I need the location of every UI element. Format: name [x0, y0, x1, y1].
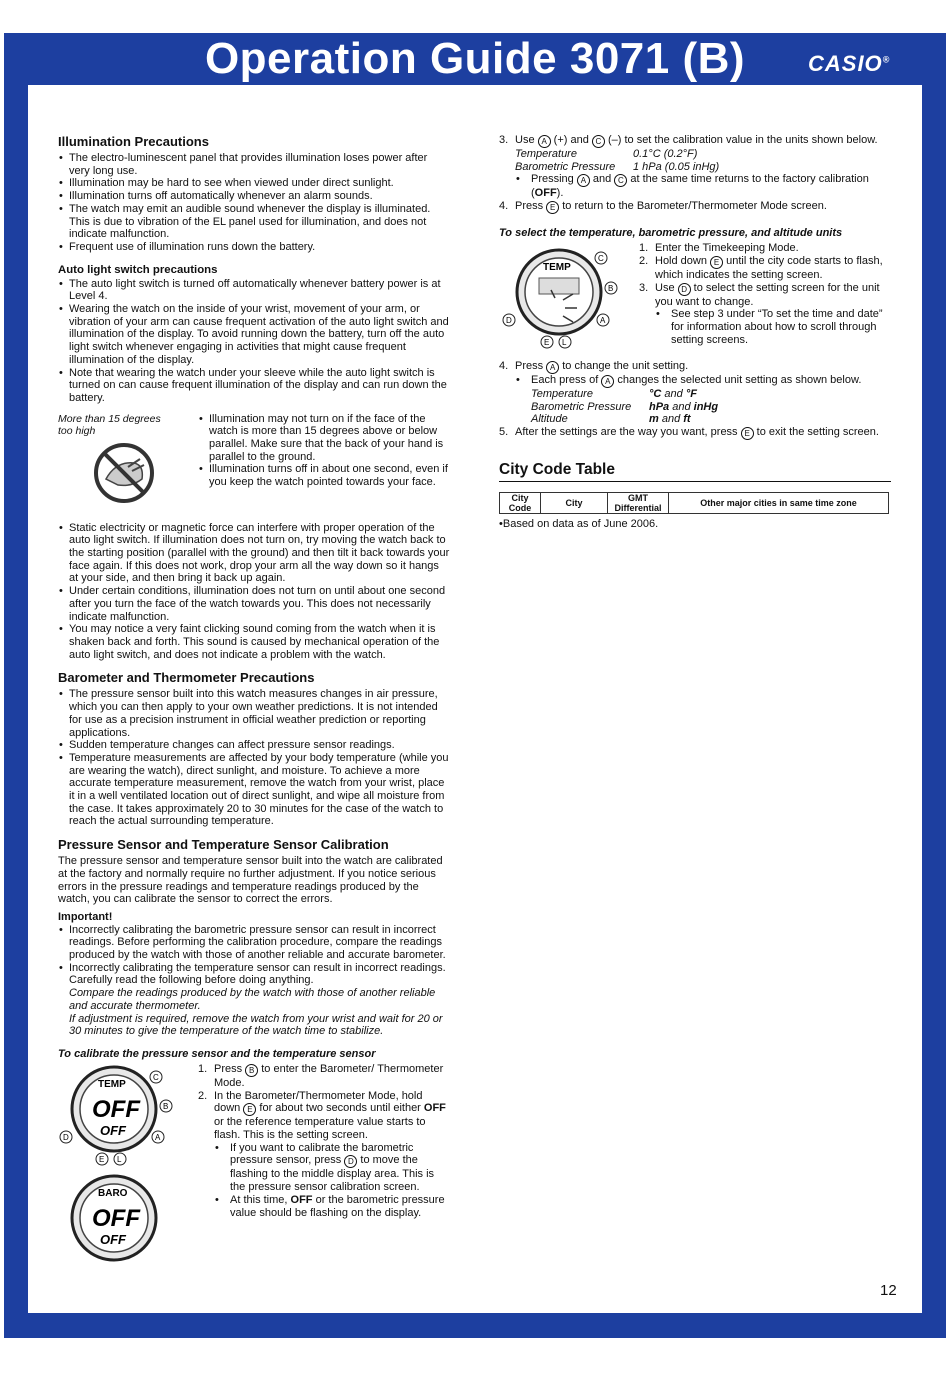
calibration-steps-cont: [499, 134, 891, 214]
key-a: A: [546, 361, 559, 374]
key-c: C: [592, 135, 605, 148]
intro-text: The pressure sensor and temperature sensor built into the watch are calibrated at the factory and normally require no further adjustment. If you notice serious errors in the pressure readings and temperature readings produced by the watch, you can calibrate the sensor to correct the errors.: [58, 855, 443, 906]
svg-text:B: B: [608, 284, 614, 294]
header-gmt: GMT Differential: [608, 492, 669, 513]
footnote: •Based on data as of June 2006.: [499, 517, 659, 530]
list-item: • Each press of A changes the selected unit setting as shown below. Temperature °C and °F Barometric Pressure hPa and inHg Altitude m and ft: [515, 374, 891, 426]
list-item: • See step 3 under “To set the time and date” for information about how to scroll through setting screens.: [655, 308, 891, 346]
header-other-cities: Other major cities in same time zone: [669, 492, 889, 513]
svg-text:E: E: [544, 338, 550, 348]
note-text: If adjustment is required, remove the watch from your wrist and wait for 20 or 30 minutes to give the temperature of the watch time to stabilize.: [69, 1012, 443, 1038]
watch-label-top: BARO: [98, 1187, 128, 1199]
section-title: Illumination Precautions: [58, 134, 209, 149]
watch-timekeeping-figure: [499, 242, 629, 354]
watch-temp-figure: [58, 1063, 188, 1168]
key-b: B: [245, 1064, 258, 1077]
svg-text:D: D: [506, 316, 512, 326]
list-item: • The auto light switch is turned off automatically whenever battery power is at Level 4.: [58, 278, 450, 303]
watch-sub-readout: OFF: [100, 1231, 126, 1247]
key-e: E: [710, 256, 723, 269]
list-item: • Wearing the watch on the inside of your wrist, movement of your arm, or vibration of your arm can cause frequent activation of the auto light switch and illumination of the display. To avoid running down the battery, turn off the auto light switch whenever engaging in activities that might cause frequent illumination of the display.: [58, 303, 450, 367]
barometer-precautions: [58, 670, 450, 828]
unit-row: Barometric Pressure hPa and inHg: [531, 400, 719, 413]
bullet-list: [58, 278, 450, 405]
watch-main-readout: OFF: [92, 1204, 140, 1232]
step-2: 2. In the Barometer/Thermometer Mode, hold down E for about two seconds until either OFF or the reference temperature value starts to flash. This is the setting screen. • If you want to calibrate the barometric pressure sensor, press D to move the flashing to the middle display area. This is the pressure sensor calibration screen. • At this time, OFF or the barometric pressure value should be flashing on the display.: [198, 1090, 450, 1220]
bullet-list: [58, 688, 450, 828]
key-a: A: [601, 375, 614, 388]
procedure-body: [58, 1063, 450, 1270]
procedure-title: To calibrate the pressure sensor and the temperature sensor: [58, 1047, 376, 1060]
right-column: [499, 134, 891, 531]
important-label: Important!: [58, 910, 113, 923]
bullet-list: [515, 173, 891, 200]
watch-main-readout: OFF: [92, 1095, 140, 1123]
bullet-list: [58, 924, 450, 988]
brand-name: CASIO: [808, 51, 883, 76]
unit-steps-top: [639, 242, 891, 358]
step-1: 1. Enter the Timekeeping Mode.: [639, 242, 799, 255]
step-4: 4. Press E to return to the Barometer/Thermometer Mode screen.: [499, 200, 827, 213]
step-4: 4. Press A to change the unit setting. • Each press of A changes the selected unit setting as shown below. Temperature °C and °F Barometric Pressure hPa and inHg Altitude m and ft: [499, 360, 891, 426]
svg-text:C: C: [153, 1072, 159, 1082]
unit-steps-bottom: [499, 360, 891, 440]
tilt-figure: [58, 413, 198, 512]
key-e: E: [546, 201, 559, 214]
list-item: • Illumination may not turn on if the face of the watch is more than 15 degrees above or below parallel. Make sure that the back of your hand is parallel to the ground.: [198, 413, 450, 464]
svg-text:C: C: [598, 254, 604, 264]
auto-light-precautions: [58, 263, 450, 662]
svg-text:A: A: [155, 1132, 161, 1142]
figure-caption: More than 15 degrees too high: [58, 412, 161, 437]
key-c: C: [614, 174, 627, 187]
header-city: City: [541, 492, 608, 513]
list-item: • Frequent use of illumination runs down the battery.: [58, 241, 450, 254]
unit-row: Temperature °C and °F: [531, 387, 697, 400]
list-item: • Illumination turns off in about one second, even if you keep the watch pointed towards your face.: [198, 463, 450, 488]
unit-body: [499, 242, 891, 358]
no-tilt-icon: [88, 439, 168, 509]
step-list: [198, 1063, 450, 1219]
unit-row: Barometric Pressure 1 hPa (0.05 inHg): [515, 160, 720, 173]
step-list: [639, 242, 891, 346]
illumination-precautions: [58, 134, 450, 254]
svg-text:L: L: [117, 1154, 122, 1164]
svg-text:L: L: [562, 338, 567, 348]
list-item: • Incorrectly calibrating the barometric pressure sensor can result in incorrect readings. Before performing the calibration procedure, compare the readings produced by the watch with those of another reliable and accurate barometer.: [58, 924, 450, 962]
bullet-list: [515, 374, 891, 426]
svg-text:E: E: [99, 1154, 105, 1164]
table-header-row: [500, 492, 889, 513]
list-item: • Pressing A and C at the same time returns to the factory calibration (OFF).: [515, 173, 891, 200]
bullet-list: [198, 413, 450, 489]
page-number: 12: [880, 1282, 897, 1299]
unit-figure: [499, 242, 639, 358]
calibration-procedure: [58, 1047, 450, 1270]
page-title: Operation Guide 3071 (B): [204, 34, 746, 83]
list-item: • Sudden temperature changes can affect pressure sensor readings.: [58, 739, 450, 752]
unit-row: Temperature 0.1°C (0.2°F): [515, 148, 698, 160]
key-d: D: [344, 1155, 357, 1168]
casio-logo: [808, 51, 890, 77]
city-code-table: [499, 492, 889, 514]
list-item: • The watch may emit an audible sound whenever the display is illuminated. This is due to vibration of the EL panel used for illumination, and does not indicate malfunction.: [58, 203, 450, 241]
key-a: A: [538, 135, 551, 148]
key-d: D: [678, 283, 691, 296]
key-e: E: [243, 1103, 256, 1116]
watch-figures: [58, 1063, 198, 1270]
city-code-title: City Code Table: [499, 460, 891, 482]
list-item: • The pressure sensor built into this watch measures changes in air pressure, which you can then apply to your own weather predictions. It is not intended for use as a precision instrument in official weather prediction or reporting applications.: [58, 688, 450, 739]
tilt-notes: [198, 413, 450, 512]
bullet-list: [58, 522, 450, 662]
step-2: 2. Hold down E until the city code starts to flash, which indicates the setting screen.: [639, 254, 883, 281]
key-a: A: [577, 174, 590, 187]
unit-row: Altitude m and ft: [531, 413, 691, 426]
watch-baro-figure: [58, 1172, 188, 1267]
bullet-list: [58, 152, 450, 254]
step-1: 1. Press B to enter the Barometer/ Thermometer Mode.: [198, 1062, 444, 1089]
key-e: E: [741, 427, 754, 440]
list-item: • Illumination may be hard to see when viewed under direct sunlight.: [58, 177, 450, 190]
svg-text:A: A: [600, 316, 606, 326]
list-item: • Under certain conditions, illumination does not turn on until about one second after you turn the face of the watch towards you. This does not necessarily indicate malfunction.: [58, 585, 450, 623]
watch-label-top: TEMP: [543, 262, 571, 274]
left-column: [58, 134, 450, 1270]
bullet-list: [655, 308, 891, 346]
list-item: • The electro-luminescent panel that provides illumination loses power after very long use.: [58, 152, 450, 177]
unit-selection: [499, 226, 891, 440]
tilt-warning: [58, 413, 450, 512]
svg-text:D: D: [63, 1132, 69, 1142]
registered-mark: ®: [882, 54, 891, 65]
step-5: 5. After the settings are the way you want, press E to exit the setting screen.: [499, 425, 879, 438]
sensor-calibration: [58, 837, 450, 1038]
list-item: • If you want to calibrate the barometric pressure sensor, press D to move the flashing to the middle display area. This is the pressure sensor calibration screen.: [214, 1142, 450, 1194]
section-title: Barometer and Thermometer Precautions: [58, 670, 315, 686]
watch-label-top: TEMP: [98, 1078, 126, 1090]
list-item: • Temperature measurements are affected by your body temperature (while you are wearing the watch), direct sunlight, and moisture. To achieve a more accurate temperature measurement, remove the watch from your wrist, place it in a well ventilated location out of direct sunlight, and wipe all moisture from the case. It takes approximately 20 to 30 minutes for the case of the watch to reach the actual surrounding temperature.: [58, 752, 450, 828]
note-text: Compare the readings produced by the watch with those of another reliable and accurate thermometer.: [69, 987, 436, 1012]
step-3: 3. Use D to select the setting screen for the unit you want to change. • See step 3 under “To set the time and date” for information about how to scroll through setting screens.: [639, 282, 891, 347]
svg-text:B: B: [163, 1101, 169, 1111]
list-item: • Note that wearing the watch under your sleeve while the auto light switch is turned on can cause frequent illumination of the display and can run down the battery.: [58, 367, 450, 405]
list-item: • You may notice a very faint clicking sound coming from the watch when it is shaken back and forth. This sound is caused by mechanical operation of the auto light switch, and does not indicate a problem with the watch.: [58, 623, 450, 661]
watch-sub-readout: OFF: [100, 1122, 126, 1138]
step-3: 3. Use A (+) and C (–) to set the calibration value in the units shown below. Temperature 0.1°C (0.2°F) Barometric Pressure 1 hPa (0.05 inHg) • Pressing A and C at the same time returns to the factory calibration (OFF).: [499, 134, 891, 200]
procedure-steps: [198, 1063, 450, 1270]
list-item: • Illumination turns off automatically whenever an alarm sounds.: [58, 190, 450, 203]
list-item: • Static electricity or magnetic force can interfere with proper operation of the auto light switch. If illumination does not turn on, try moving the watch back to the starting position (parallel with the ground) and then tilt it back towards your face again. If this does not work, drop your arm all the way down so it hangs at your side, and then bring it back up again.: [58, 522, 450, 586]
bullet-list: [214, 1142, 450, 1220]
section-title: Auto light switch precautions: [58, 263, 218, 276]
section-title: Pressure Sensor and Temperature Sensor Calibration: [58, 837, 389, 853]
list-item: • At this time, OFF or the barometric pressure value should be flashing on the display.: [214, 1194, 450, 1219]
list-item: • Incorrectly calibrating the temperature sensor can result in incorrect readings. Carefully read the following before doing anything.: [58, 962, 450, 987]
procedure-title: To select the temperature, barometric pressure, and altitude units: [499, 227, 843, 240]
header-city-code: City Code: [500, 492, 541, 513]
